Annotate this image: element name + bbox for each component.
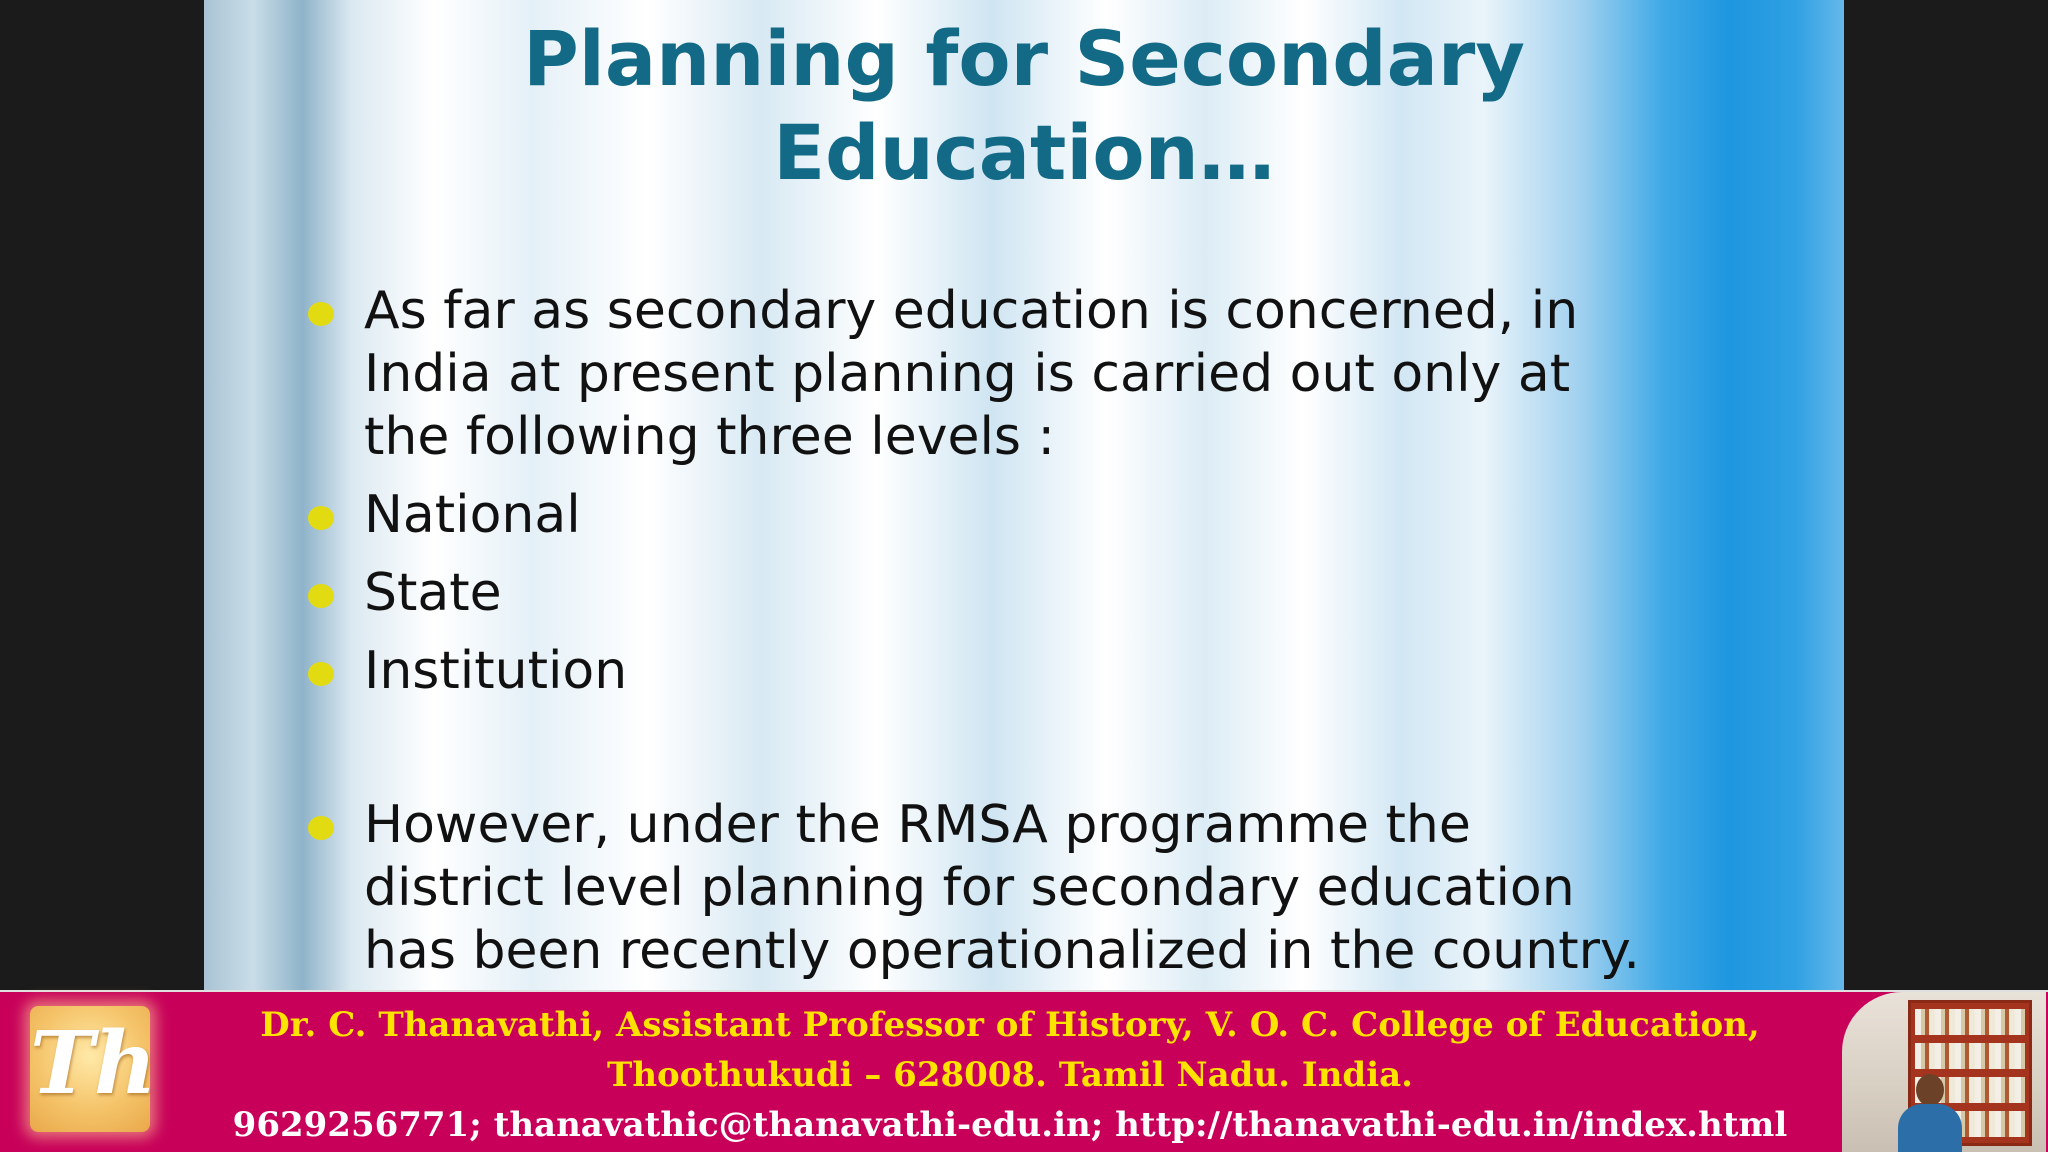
bullet-dot-icon	[308, 506, 334, 530]
person-body	[1898, 1104, 1962, 1152]
person-head	[1916, 1074, 1944, 1106]
presentation-slide	[204, 0, 1844, 990]
presenter-webcam-thumbnail	[1842, 992, 2046, 1152]
slide-title	[204, 12, 1844, 200]
bullet-dot-icon	[308, 302, 334, 326]
logo-text: Th	[30, 1013, 157, 1114]
bullet-line: the following three levels :	[364, 407, 1056, 467]
bullet-line: However, under the RMSA programme the	[364, 795, 1471, 855]
bullet-dot-icon	[308, 584, 334, 608]
slide-title-line-1: Planning for Secondary	[523, 14, 1525, 103]
bullet-item-institution	[304, 640, 627, 703]
shelf-row	[1915, 1009, 2025, 1035]
presenter-info	[200, 1000, 1820, 1150]
bullet-line: Institution	[364, 641, 628, 701]
presenter-name-line: Dr. C. Thanavathi, Assistant Professor of History, V. O. C. College of Education,	[260, 1005, 1760, 1045]
bullet-line: district level planning for secondary education	[364, 858, 1575, 918]
presenter-banner	[0, 990, 2048, 1152]
bullet-item-rmsa	[304, 794, 1764, 983]
channel-logo-icon	[30, 1006, 157, 1132]
bullet-line: India at present planning is carried out only at	[364, 344, 1571, 404]
bullet-item-planning-levels	[304, 280, 1764, 469]
bullet-dot-icon	[308, 816, 334, 840]
presenter-contact-line: 9629256771; thanavathic@thanavathi-edu.in; http://thanavathi-edu.in/index.html	[232, 1105, 1788, 1145]
shelf-row	[1915, 1043, 2025, 1069]
bullet-item-state	[304, 562, 502, 625]
bullet-dot-icon	[308, 662, 334, 686]
bullet-line: State	[364, 563, 502, 623]
bullet-line: As far as secondary education is concerned, in	[364, 281, 1579, 341]
presenter-address-line: Thoothukudi – 628008. Tamil Nadu. India.	[607, 1055, 1413, 1095]
slide-title-line-2: Education…	[773, 108, 1275, 197]
bullet-line: National	[364, 485, 581, 545]
bullet-line: has been recently operationalized in the country.	[364, 921, 1640, 981]
bullet-item-national	[304, 484, 581, 547]
presenter-person-icon	[1894, 1074, 1964, 1152]
